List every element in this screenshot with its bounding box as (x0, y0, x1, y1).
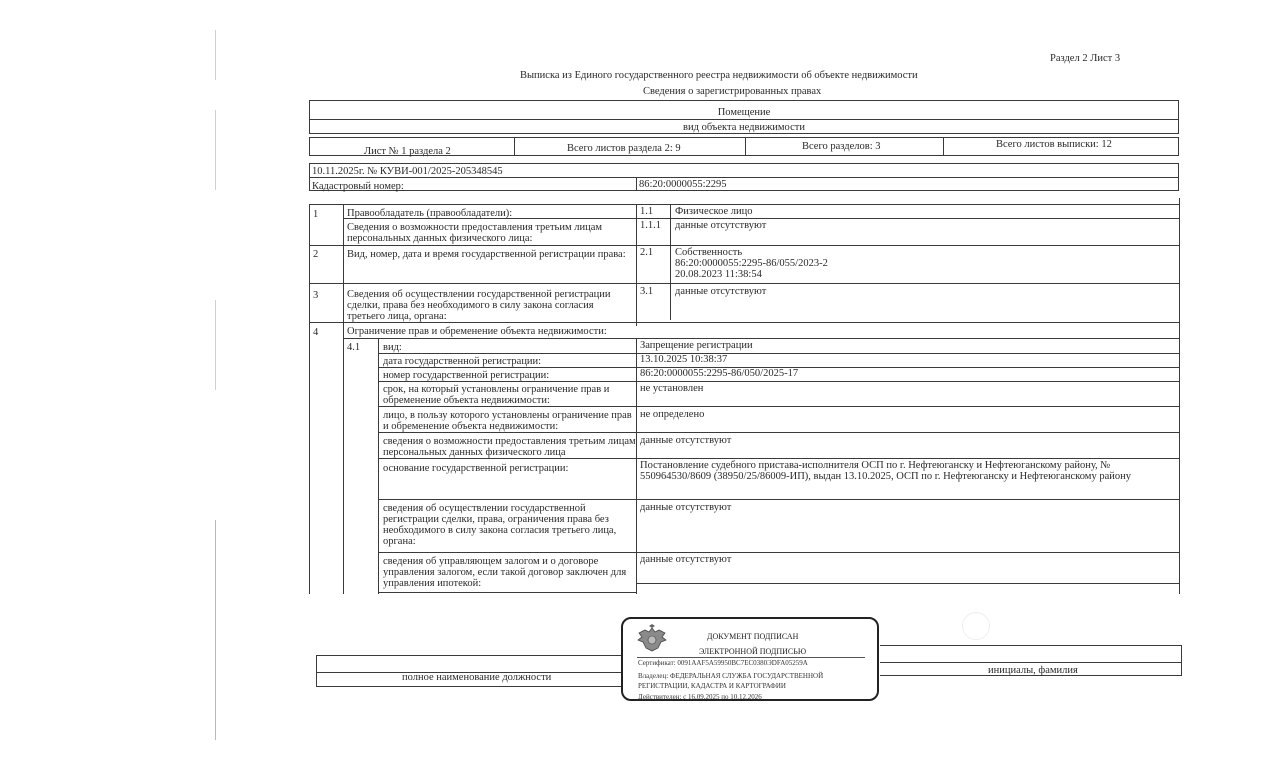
encumbrance-label: Ограничение прав и обременение объекта недвижимости: (347, 326, 607, 337)
row-divider (309, 283, 1179, 284)
table-border-top (309, 204, 1179, 205)
encumbrance-item-value: 86:20:0000055:2295-86/050/2025-17 (640, 368, 799, 379)
encumbrance-item-label: срок, на который установлены ограничение прав и обременение объекта недвижимости: (383, 384, 610, 406)
signature-line (880, 645, 1182, 646)
encumbrance-item-label: лицо, в пользу которого установлены ограничение прав и обременение объекта недвижимости: (383, 410, 632, 432)
deal-registration-value: данные отсутствуют (675, 286, 767, 297)
encumbrance-item-value: данные отсутствуют (640, 554, 732, 565)
row-divider (378, 432, 1179, 433)
total-sheets: Всего листов выписки: 12 (996, 139, 1112, 150)
encumbrance-item-value: данные отсутствуют (640, 435, 732, 446)
encumbrance-item-label: вид: (383, 342, 402, 353)
encumbrance-item-label: номер государственной регистрации: (383, 370, 550, 381)
row-divider (309, 322, 1179, 323)
initials-label: инициалы, фамилия (988, 665, 1078, 676)
row-subnumber: 4.1 (347, 342, 361, 353)
row-divider (378, 499, 1179, 500)
faint-seal-ghost (962, 612, 990, 640)
total-sheets-section: Всего листов раздела 2: 9 (567, 143, 681, 154)
row-subnumber: 1.1 (640, 206, 654, 217)
object-type: Помещение (717, 107, 771, 118)
encumbrance-basis-value: Постановление судебного пристава-исполнителя ОСП по г. Нефтеюганску и Нефтеюганскому району, № 550964530/8609 (38950/25/86009-ИП), выдан 13.10.2025, ОСП по г. Нефтеюганску и Нефтеюганскому району (640, 460, 1131, 482)
signature-line (316, 686, 622, 687)
stamp-divider (637, 657, 865, 658)
signature-line (316, 655, 622, 656)
deal-registration-label: Сведения об осуществлении государственной регистрации сделки, права без необходимого в силу закона согласия третьего лица, органа: (347, 289, 611, 322)
personal-data-value: данные отсутствуют (675, 220, 767, 231)
double-headed-eagle-icon (635, 624, 669, 654)
row-number: 2 (313, 249, 319, 260)
divider (636, 177, 637, 191)
row-divider (378, 592, 636, 593)
row-divider (309, 245, 1179, 246)
signature-line (316, 655, 317, 686)
encumbrance-item-value: 13.10.2025 10:38:37 (640, 354, 728, 365)
right-registration-label: Вид, номер, дата и время государственной регистрации права: (347, 249, 626, 260)
row-number: 4 (313, 327, 319, 338)
extract-date-number: 10.11.2025г. № КУВИ-001/2025-205348545 (312, 166, 503, 177)
stamp-validity: Действителен: с 16.09.2025 по 10.12.2026 (638, 693, 762, 701)
signature-line (880, 662, 1182, 663)
document-title: Выписка из Единого государственного реестра недвижимости об объекте недвижимости (520, 70, 918, 81)
position-label: полное наименование должности (402, 672, 552, 683)
row-divider (378, 458, 1179, 459)
scan-edge-line (215, 30, 216, 80)
col-divider (378, 339, 379, 594)
row-number: 1 (313, 209, 319, 220)
row-divider (343, 338, 1179, 339)
divider (745, 137, 746, 156)
document-subtitle: Сведения о зарегистрированных правах (643, 86, 822, 97)
electronic-signature-stamp (621, 617, 879, 701)
stamp-subtitle: ЭЛЕКТРОННОЙ ПОДПИСЬЮ (699, 647, 807, 656)
divider (309, 119, 1179, 120)
encumbrance-item-value: Запрещение регистрации (640, 340, 753, 351)
divider (309, 177, 1179, 178)
stamp-owner: Владелец: ФЕДЕРАЛЬНАЯ СЛУЖБА ГОСУДАРСТВЕННОЙ (638, 672, 824, 680)
table-border-right (1179, 198, 1180, 594)
scan-edge-line (215, 520, 216, 740)
signature-line (1181, 645, 1182, 675)
encumbrance-item-label: сведения об осуществлении государственной регистрации сделки, права, ограничения права без необходимого в силу закона согласия третьего лица, органа: (383, 503, 617, 547)
encumbrance-item-label: дата государственной регистрации: (383, 356, 542, 367)
right-datetime: 20.08.2023 11:38:54 (675, 269, 762, 280)
personal-data-label: Сведения о возможности предоставления третьим лицам персональных данных физического лица: (347, 222, 603, 244)
col-divider (670, 204, 671, 320)
rightholder-value: Физическое лицо (675, 206, 753, 217)
row-subnumber: 1.1.1 (640, 220, 661, 231)
row-divider (378, 381, 1179, 382)
encumbrance-item-label: основание государственной регистрации: (383, 463, 569, 474)
stamp-certificate: Сертификат: 0091AAF5A59950BC7EC0380ЭDFA05259A (638, 659, 808, 667)
col-divider (636, 204, 637, 326)
divider (514, 137, 515, 156)
table-border-left (309, 204, 310, 594)
row-subnumber: 3.1 (640, 286, 654, 297)
encumbrance-item-label: сведения об управляющем залогом и о договоре управления залогом, если такой договор заключен для управления ипотекой: (383, 556, 627, 589)
row-number: 3 (313, 290, 319, 301)
stamp-owner-cont: РЕГИСТРАЦИИ, КАДАСТРА И КАРТОГРАФИИ (638, 682, 786, 690)
encumbrance-item-value: не установлен (640, 383, 704, 394)
right-type: Собственность (675, 247, 743, 258)
row-divider (378, 406, 1179, 407)
row-subnumber: 2.1 (640, 247, 654, 258)
cadastral-label: Кадастровый номер: (312, 181, 404, 192)
row-divider (636, 583, 1179, 584)
row-divider (378, 353, 1179, 354)
encumbrance-item-value: не определено (640, 409, 705, 420)
cadastral-value: 86:20:0000055:2295 (639, 179, 727, 190)
divider (943, 137, 944, 156)
encumbrance-item-value: данные отсутствуют (640, 502, 732, 513)
scan-edge-line (215, 110, 216, 190)
right-number: 86:20:0000055:2295-86/055/2023-2 (675, 258, 828, 269)
stamp-title: ДОКУМЕНТ ПОДПИСАН (707, 632, 799, 641)
section-sheet-label: Раздел 2 Лист 3 (1050, 53, 1121, 64)
col-divider (343, 204, 344, 594)
encumbrance-item-label: сведения о возможности предоставления третьим лицам персональных данных физического лица (383, 436, 636, 458)
sheet-number: Лист № 1 раздела 2 (364, 146, 451, 157)
object-type-label: вид объекта недвижимости (683, 122, 805, 133)
total-sections: Всего разделов: 3 (802, 141, 881, 152)
scan-edge-line (215, 300, 216, 390)
row-divider (378, 552, 1179, 553)
rightholder-label: Правообладатель (правообладатели): (347, 208, 513, 219)
